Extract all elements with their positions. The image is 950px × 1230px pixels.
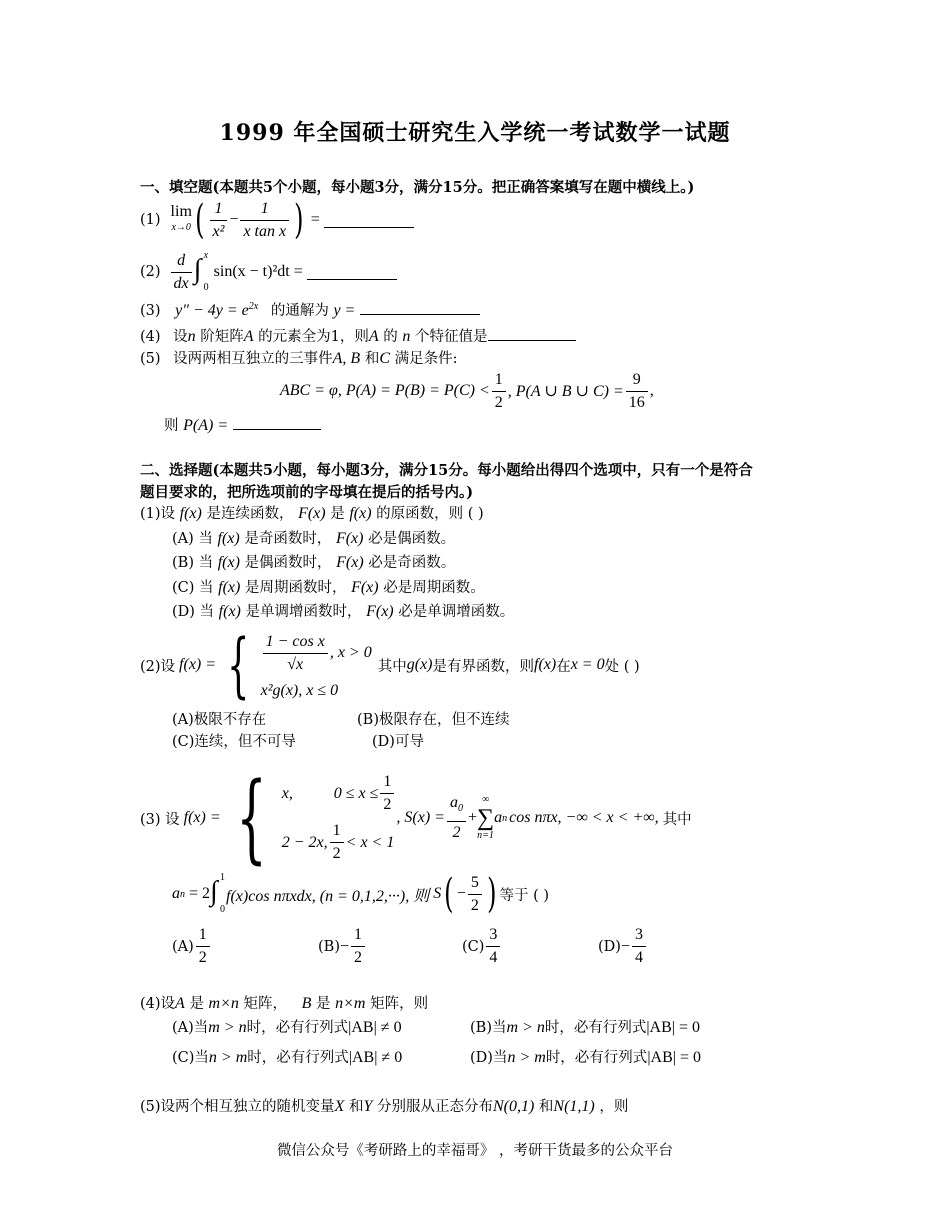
opt-text: 必是单调增函数。: [398, 604, 515, 620]
q-text: 是有界函数，则: [432, 658, 534, 675]
frac-den: x²: [212, 222, 225, 240]
frac-num: 1 − cos x: [263, 631, 328, 654]
frac-num: 1: [240, 198, 289, 221]
frac-den: √x: [287, 655, 304, 673]
q-text: 满足条件:: [394, 351, 458, 367]
var-A: A: [368, 328, 379, 345]
opt-label: (C) 当: [172, 580, 214, 596]
s2-q4-option-a[interactable]: [172, 1016, 402, 1037]
q-text: 和: [538, 1099, 554, 1115]
opt-label: (C): [462, 938, 485, 955]
q-text: 在: [556, 658, 571, 675]
q-text: 的: [383, 329, 398, 345]
s2-q1-option-d[interactable]: [172, 600, 514, 621]
q-text: 矩阵，则: [370, 996, 429, 1012]
integral-sign: ∫ x 0: [193, 250, 209, 293]
case1-cond: , x > 0: [329, 644, 372, 661]
q-text: 则: [164, 418, 179, 434]
limit-operator: [171, 204, 192, 236]
int-upper: 1: [220, 872, 226, 883]
q-text: 设: [173, 329, 188, 345]
q-number: (2): [140, 264, 161, 280]
math-sx: , S(x) =: [396, 809, 445, 826]
ode-equation: y" − 4y = e: [175, 302, 249, 319]
s2-q5-stem: [140, 1095, 628, 1116]
math-fx: f(x): [217, 530, 240, 547]
opt-cond: m > n: [506, 1019, 545, 1036]
frac-den: 2: [470, 896, 479, 914]
case-2: [282, 820, 397, 865]
math-Fx: F(x): [336, 554, 364, 571]
q-text: 和: [364, 351, 380, 367]
int-upper: x: [203, 250, 209, 261]
half-fraction: [380, 771, 394, 816]
math-x0: x = 0: [570, 656, 605, 673]
q-text: (4)设: [140, 996, 176, 1012]
opt-label: (D): [598, 938, 621, 955]
answer-blank[interactable]: [324, 213, 414, 228]
an: a: [172, 885, 180, 902]
s2-q3-option-b[interactable]: [318, 924, 367, 969]
opt-text: 是奇函数时，: [244, 531, 332, 547]
s2-q4-option-b[interactable]: [470, 1016, 700, 1037]
dim-nm: n×m: [335, 995, 366, 1012]
s1-q5-condition: [280, 366, 654, 416]
math-fx: f(x): [218, 579, 241, 596]
s2-q2-option-a[interactable]: (A)极限不存在: [172, 712, 267, 728]
opt-text: 是周期函数时，: [244, 580, 347, 596]
q-text: 分别服从正态分布: [376, 1099, 493, 1115]
var-n: n: [187, 328, 196, 345]
a0: a: [449, 794, 458, 812]
s2-q3-option-c[interactable]: [462, 924, 502, 969]
a0-sub: 0: [457, 803, 463, 815]
opt-fraction: [632, 924, 646, 969]
frac-num: 1: [492, 369, 506, 392]
opt-fraction: [196, 924, 210, 969]
dist-N2: N(1,1): [553, 1098, 595, 1115]
p-a: P(A) =: [183, 417, 229, 434]
opt-cond: m > n: [208, 1019, 247, 1036]
s2-q2-option-d[interactable]: (D)可导: [372, 734, 424, 750]
var-C: C: [379, 350, 390, 367]
series-sub: n: [502, 812, 508, 824]
frac-den: 2: [383, 796, 392, 813]
math-fx: f(x) =: [179, 656, 217, 673]
condition-a: ABC = φ, P(A) = P(B) = P(C) <: [280, 382, 490, 399]
sum-bottom: n=1: [477, 830, 494, 841]
frac-den: 2: [198, 949, 207, 966]
integral-sign: ∫ 1 0: [210, 872, 226, 915]
s2-q1-option-c[interactable]: [172, 576, 485, 597]
q-text: (5)设两个相互独立的随机变量: [140, 1099, 335, 1115]
math-fx: f(x): [534, 656, 557, 673]
fraction-2: [240, 198, 289, 243]
s2-q1-option-b[interactable]: [172, 551, 455, 572]
s2-q3-coeff: [172, 870, 549, 918]
s1-q5-answer: [164, 414, 321, 435]
series-a: a: [494, 809, 503, 826]
frac-num: 3: [486, 924, 500, 947]
a0-fraction: [447, 792, 466, 843]
left-paren: (: [444, 871, 454, 917]
fraction-1: [210, 198, 228, 243]
left-paren: (: [195, 197, 205, 243]
s1-q4: [140, 325, 576, 346]
frac-num: 9: [626, 369, 648, 392]
math-Fx: F(x): [335, 530, 364, 547]
frac-den: 16: [628, 393, 645, 411]
q-text: 其中: [377, 658, 407, 675]
an-sub: n: [180, 888, 185, 900]
frac-num: 1: [330, 820, 344, 843]
opt-label: (B)当: [470, 1020, 507, 1036]
dim-mn: m×n: [208, 995, 239, 1012]
exponent: 2x: [248, 301, 259, 313]
frac-den: dx: [173, 274, 189, 292]
q-text: 矩阵，: [243, 996, 288, 1012]
q-text: 设两两相互独立的三事件: [173, 351, 333, 367]
opt-text: 必是周期函数。: [383, 580, 485, 596]
lim-sub: x→0: [171, 222, 191, 233]
q-text: ，则: [599, 1099, 629, 1115]
series-rest: cos nπx, −∞ < x < +∞,: [509, 809, 659, 826]
opt-det: |AB| = 0: [647, 1049, 701, 1066]
var-A: A: [175, 995, 185, 1012]
q-text: 是: [189, 996, 204, 1012]
frac-num: 1: [351, 924, 365, 947]
page-title: 1999 年全国硕士研究生入学统一考试数学一试题: [219, 120, 731, 146]
opt-label: (B) 当: [172, 555, 214, 571]
s2-q4-stem: [140, 992, 428, 1013]
piecewise-brace: {: [235, 762, 267, 874]
q-text: 的通解为: [270, 303, 329, 319]
s1-q2: [140, 250, 397, 294]
math-fx: f(x): [349, 505, 372, 522]
opt-text: 时，必有行列式: [545, 1050, 648, 1066]
minus-sign: −: [229, 211, 239, 228]
var-X: X: [334, 1098, 345, 1115]
q-text: (1)设: [140, 506, 176, 522]
s1-q1: [140, 196, 414, 244]
opt-text: 必是奇函数。: [368, 555, 456, 571]
fraction-half: [492, 369, 506, 414]
q-text: (2)设: [140, 658, 176, 675]
opt-fraction: [351, 924, 365, 969]
opt-text: 是偶函数时，: [244, 555, 332, 571]
piecewise-cases: [261, 631, 372, 700]
right-paren: ): [487, 871, 497, 917]
s2-q3-stem: [140, 762, 692, 874]
opt-cond: n > m: [208, 1049, 248, 1066]
frac-den: 2: [354, 949, 363, 966]
q-number: (4): [140, 329, 161, 345]
math-fx: f(x): [179, 505, 202, 522]
minus-sign: −: [456, 885, 466, 902]
var-n: n: [402, 328, 411, 345]
opt-label: (C)当: [172, 1050, 209, 1066]
case-1: [282, 771, 397, 816]
var-A: A: [243, 328, 254, 345]
math-fx: f(x): [217, 554, 240, 571]
s2-q1-option-a[interactable]: [172, 527, 455, 548]
derivative-op: [171, 250, 192, 295]
summation: [477, 794, 494, 842]
an-integrand: f(x)cos nπxdx, (n = 0,1,2,···), 则: [226, 887, 430, 905]
opt-label: (D) 当: [172, 604, 215, 620]
answer-blank[interactable]: [307, 265, 397, 280]
half-fraction: [330, 820, 344, 865]
math-Fx: F(x): [351, 579, 379, 596]
s2-q1-stem: [140, 502, 484, 523]
q-number: (1): [140, 212, 161, 228]
section1-header: 一、填空题(本题共5个小题，每小题3分，满分15分。把正确答案填写在题中横线上。): [140, 179, 695, 196]
fraction-nine-sixteenths: [626, 369, 648, 414]
s1-q3: [140, 299, 480, 320]
section2-header-line1: 二、选择题(本题共5小题，每小题3分，满分15分。每小题给出得四个选项中，只有一个是符合: [140, 462, 753, 479]
frac-den: 2: [452, 823, 461, 841]
s2-q4-option-d[interactable]: [470, 1046, 701, 1067]
case-1: [261, 631, 372, 676]
frac-den: x tan x: [243, 222, 287, 240]
opt-cond: n > m: [507, 1049, 546, 1066]
frac-num: 1: [196, 924, 210, 947]
opt-fraction: [486, 924, 500, 969]
opt-text: 时，必有行列式: [544, 1020, 647, 1036]
piecewise-brace: {: [227, 624, 250, 706]
frac-num: 5: [468, 872, 482, 895]
math-fx: f(x) =: [183, 809, 221, 826]
case1-cond: 0 ≤ x ≤: [333, 784, 379, 802]
s2-q3-option-d[interactable]: [598, 924, 648, 969]
frac-num: d: [171, 250, 192, 273]
math-Fx: F(x): [298, 505, 326, 522]
s2-q2-option-c[interactable]: (C)连续，但不可导: [172, 734, 296, 750]
dist-N1: N(0,1): [492, 1098, 535, 1115]
q-text: 的原函数，则 ( ): [376, 506, 484, 522]
math-Fx: F(x): [366, 603, 394, 620]
integrand: sin(x − t)²dt =: [213, 263, 303, 280]
frac-den: 2: [332, 845, 341, 862]
opt-text: 时，必有行列式: [246, 1020, 349, 1036]
opt-sign: −: [339, 937, 350, 955]
frac-num: 1: [380, 771, 394, 794]
sigma-symbol: ∑: [477, 805, 495, 831]
int-lower: 0: [220, 904, 226, 915]
s2-q2-option-b[interactable]: (B)极限存在，但不连续: [357, 712, 510, 728]
case1-fraction: [263, 631, 328, 676]
opt-det: |AB| = 0: [646, 1019, 700, 1036]
q-text: 和: [348, 1099, 364, 1115]
math-S: S: [433, 885, 442, 902]
piecewise-cases: [282, 771, 397, 865]
opt-text: 是单调增函数时，: [245, 604, 362, 620]
plus-sign: +: [467, 809, 477, 826]
q-text: 的元素全为1，则: [258, 329, 369, 345]
page-footer: 微信公众号《考研路上的幸福哥》 ，考研干货最多的公众平台: [276, 1143, 674, 1159]
q-text: (3) 设: [140, 811, 180, 828]
s2-q4-option-c[interactable]: [172, 1046, 402, 1067]
condition-b: , P(A ∪ B ∪ C) =: [507, 383, 624, 400]
q-text: 阶矩阵: [200, 329, 244, 345]
equals: =: [310, 211, 320, 228]
opt-text: 必是偶函数。: [368, 531, 456, 547]
case-2: x²g(x), x ≤ 0: [260, 681, 339, 699]
case1-expr: x,: [281, 784, 293, 802]
q-text: 是: [330, 506, 345, 522]
q-text: 是: [316, 996, 331, 1012]
frac-num: 1: [210, 198, 228, 221]
answer-blank[interactable]: [233, 415, 321, 430]
q-text: 个特征值是: [415, 329, 488, 345]
q-number: (3): [140, 303, 161, 319]
sum-top: ∞: [481, 794, 490, 805]
q-number: (5): [140, 351, 161, 367]
case2-expr: 2 − 2x,: [281, 833, 328, 851]
opt-label: (A) 当: [172, 531, 213, 547]
opt-label: (A): [172, 938, 194, 955]
answer-blank[interactable]: [488, 326, 576, 341]
opt-label: (D)当: [470, 1050, 508, 1066]
opt-text: 时，必有行列式: [247, 1050, 349, 1066]
frac-den: 2: [494, 393, 503, 411]
q-text: 等于 ( ): [499, 887, 550, 904]
frac-den: 4: [489, 949, 498, 966]
case2-cond: < x < 1: [345, 833, 395, 851]
math-gx: g(x): [406, 656, 433, 673]
int-lower: 0: [203, 282, 209, 293]
var-Y: Y: [363, 1098, 373, 1115]
y-equals: y =: [333, 302, 356, 319]
section2-header-line2: 题目要求的，把所选项前的字母填在提后的括号内。): [140, 484, 474, 501]
s1-q5: [140, 347, 457, 368]
lim-text: lim: [170, 203, 192, 220]
var-B: B: [301, 995, 312, 1012]
opt-label: (A)当: [172, 1020, 209, 1036]
frac-num: 3: [632, 924, 646, 947]
events: A, B: [332, 350, 361, 367]
five-halves: [468, 872, 482, 917]
s2-q3-option-a[interactable]: [172, 924, 212, 969]
q-text: 处 ( ): [604, 658, 640, 675]
s2-q2-stem: [140, 624, 640, 706]
opt-sign: −: [620, 937, 630, 955]
opt-det: |AB| ≠ 0: [348, 1049, 403, 1066]
an-eq: = 2: [189, 885, 211, 902]
comma: ,: [649, 382, 654, 399]
answer-blank[interactable]: [360, 300, 480, 315]
opt-label: (B): [318, 938, 340, 955]
math-fx: f(x): [218, 603, 241, 620]
q-text: 是连续函数，: [206, 506, 294, 522]
right-paren: ): [294, 197, 304, 243]
frac-den: 4: [634, 949, 643, 966]
q-text: 其中: [662, 811, 692, 828]
opt-det: |AB| ≠ 0: [348, 1019, 402, 1036]
